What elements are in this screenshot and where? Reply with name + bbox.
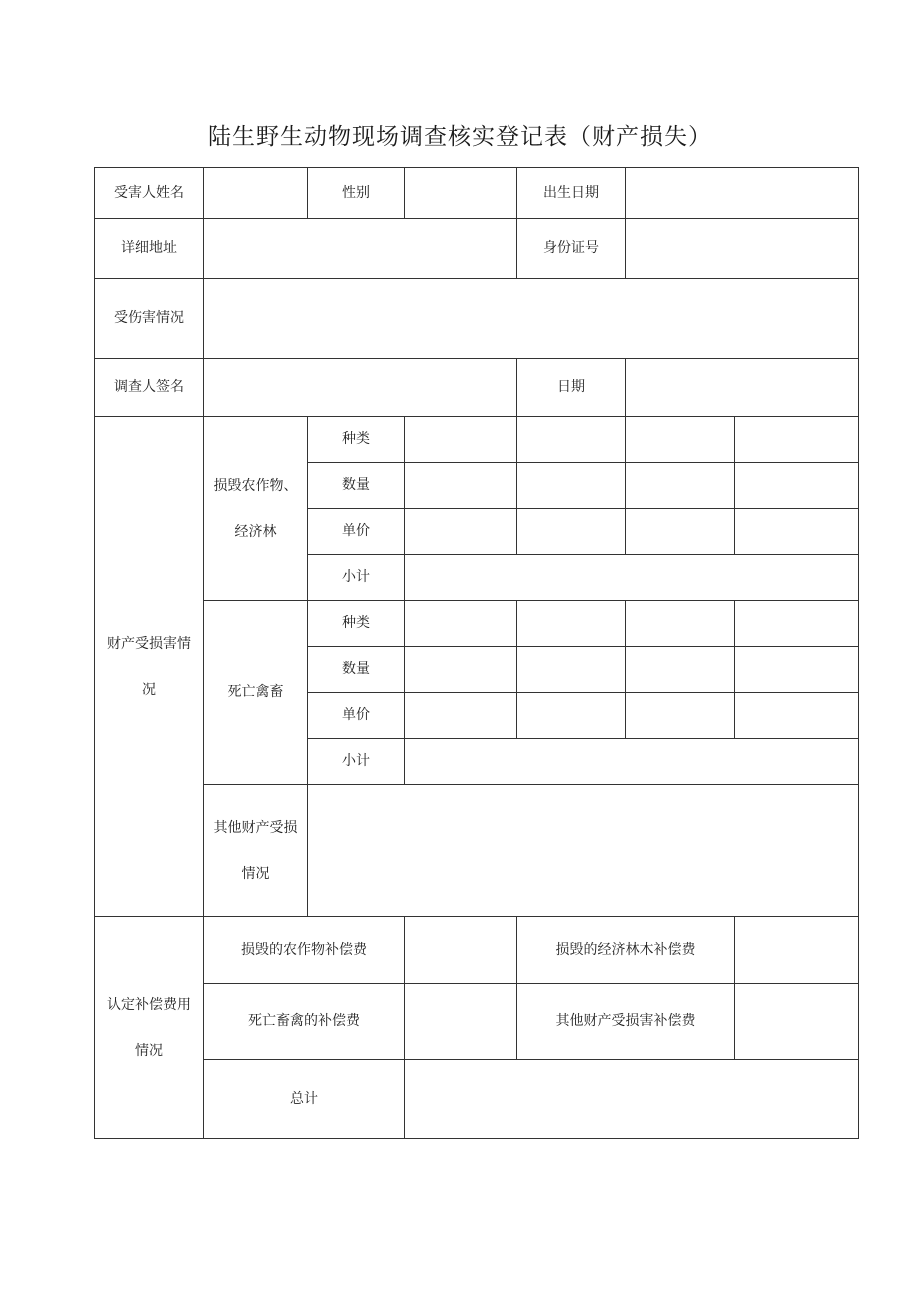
address-label: 详细地址 bbox=[95, 219, 204, 279]
crops-damage-label bbox=[204, 417, 308, 601]
livestock-subtotal-field[interactable] bbox=[405, 739, 859, 785]
crops-unit-price-cell-3[interactable] bbox=[626, 509, 735, 555]
crops-unit-price-cell-2[interactable] bbox=[517, 509, 626, 555]
crops-kind-cell-3[interactable] bbox=[626, 417, 735, 463]
crops-subtotal-label: 小计 bbox=[308, 555, 405, 601]
crops-kind-label: 种类 bbox=[308, 417, 405, 463]
birth-date-field[interactable] bbox=[626, 168, 859, 219]
crops-compensation-label: 损毁的农作物补偿费 bbox=[204, 917, 405, 984]
livestock-kind-cell-1[interactable] bbox=[405, 601, 517, 647]
livestock-quantity-cell-3[interactable] bbox=[626, 647, 735, 693]
livestock-compensation-label: 死亡畜禽的补偿费 bbox=[204, 984, 405, 1060]
crops-kind-cell-2[interactable] bbox=[517, 417, 626, 463]
id-number-field[interactable] bbox=[626, 219, 859, 279]
crops-unit-price-cell-1[interactable] bbox=[405, 509, 517, 555]
crops-damage-label-line2: 经济林 bbox=[234, 523, 277, 540]
crops-quantity-cell-2[interactable] bbox=[517, 463, 626, 509]
crops-quantity-cell-1[interactable] bbox=[405, 463, 517, 509]
investigator-signature-label: 调查人签名 bbox=[95, 359, 204, 417]
birth-date-label: 出生日期 bbox=[517, 168, 626, 219]
livestock-unit-price-label: 单价 bbox=[308, 693, 405, 739]
crops-quantity-cell-4[interactable] bbox=[735, 463, 859, 509]
property-damage-label-line2: 况 bbox=[142, 681, 156, 698]
id-number-label: 身份证号 bbox=[517, 219, 626, 279]
total-label: 总计 bbox=[204, 1060, 405, 1139]
forest-compensation-label: 损毁的经济林木补偿费 bbox=[517, 917, 735, 984]
livestock-quantity-cell-4[interactable] bbox=[735, 647, 859, 693]
other-property-label-line1: 其他财产受损 bbox=[213, 819, 298, 836]
injury-label: 受伤害情况 bbox=[95, 279, 204, 359]
livestock-subtotal-label: 小计 bbox=[308, 739, 405, 785]
total-field[interactable] bbox=[405, 1060, 859, 1139]
livestock-unit-price-cell-4[interactable] bbox=[735, 693, 859, 739]
registration-form bbox=[94, 167, 859, 1139]
crops-quantity-label: 数量 bbox=[308, 463, 405, 509]
gender-label: 性别 bbox=[308, 168, 405, 219]
livestock-quantity-label: 数量 bbox=[308, 647, 405, 693]
crops-damage-label-line1: 损毁农作物、 bbox=[213, 477, 298, 494]
other-property-label bbox=[204, 785, 308, 917]
crops-kind-cell-1[interactable] bbox=[405, 417, 517, 463]
crops-unit-price-cell-4[interactable] bbox=[735, 509, 859, 555]
crops-subtotal-field[interactable] bbox=[405, 555, 859, 601]
property-damage-label bbox=[95, 417, 204, 917]
other-property-field[interactable] bbox=[308, 785, 859, 917]
date-field[interactable] bbox=[626, 359, 859, 417]
gender-field[interactable] bbox=[405, 168, 517, 219]
livestock-kind-cell-3[interactable] bbox=[626, 601, 735, 647]
livestock-unit-price-cell-3[interactable] bbox=[626, 693, 735, 739]
other-property-label-line2: 情况 bbox=[241, 865, 270, 882]
livestock-kind-cell-2[interactable] bbox=[517, 601, 626, 647]
compensation-label bbox=[95, 917, 204, 1139]
livestock-quantity-cell-1[interactable] bbox=[405, 647, 517, 693]
crops-quantity-cell-3[interactable] bbox=[626, 463, 735, 509]
investigator-signature-field[interactable] bbox=[204, 359, 517, 417]
livestock-kind-cell-4[interactable] bbox=[735, 601, 859, 647]
compensation-label-line2: 情况 bbox=[135, 1042, 163, 1059]
victim-name-field[interactable] bbox=[204, 168, 308, 219]
victim-name-label: 受害人姓名 bbox=[95, 168, 204, 219]
property-damage-label-line1: 财产受损害情 bbox=[107, 635, 191, 652]
livestock-unit-price-cell-1[interactable] bbox=[405, 693, 517, 739]
livestock-compensation-field[interactable] bbox=[405, 984, 517, 1060]
compensation-label-line1: 认定补偿费用 bbox=[107, 996, 191, 1013]
forest-compensation-field[interactable] bbox=[735, 917, 859, 984]
livestock-quantity-cell-2[interactable] bbox=[517, 647, 626, 693]
livestock-unit-price-cell-2[interactable] bbox=[517, 693, 626, 739]
form-title: 陆生野生动物现场调查核实登记表（财产损失） bbox=[208, 124, 712, 150]
crops-kind-cell-4[interactable] bbox=[735, 417, 859, 463]
other-compensation-field[interactable] bbox=[735, 984, 859, 1060]
address-field[interactable] bbox=[204, 219, 517, 279]
date-label: 日期 bbox=[517, 359, 626, 417]
livestock-kind-label: 种类 bbox=[308, 601, 405, 647]
other-compensation-label: 其他财产受损害补偿费 bbox=[517, 984, 735, 1060]
crops-unit-price-label: 单价 bbox=[308, 509, 405, 555]
livestock-death-label: 死亡禽畜 bbox=[204, 601, 308, 785]
injury-field[interactable] bbox=[204, 279, 859, 359]
crops-compensation-field[interactable] bbox=[405, 917, 517, 984]
